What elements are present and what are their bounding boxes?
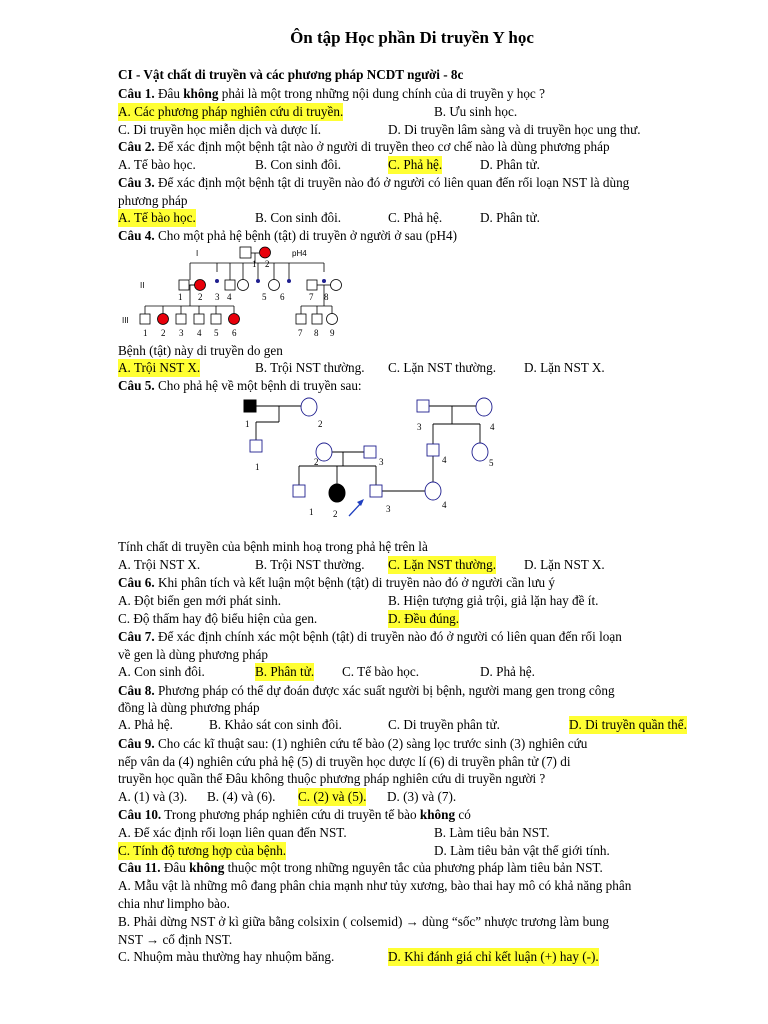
ind-num: 6 (280, 292, 285, 302)
ind-num: 9 (330, 328, 335, 338)
gen-label: III (122, 316, 129, 325)
q7-option-c: C. Tế bào học. (342, 664, 420, 679)
ped-female (301, 398, 317, 416)
gen-label: II (140, 281, 145, 290)
q9-option-a: A. (1) và (3). (118, 789, 188, 804)
ind-num: 1 (309, 507, 314, 517)
question-11 (118, 859, 603, 877)
q6-option-b: B. Hiện tượng giả trội, giả lặn hay đề ít. (388, 593, 599, 608)
q5-option-c: C. Lặn NST thường. (388, 557, 497, 572)
ind-num: 3 (417, 422, 422, 432)
ind-num: 8 (324, 292, 329, 302)
q4-option-c: C. Lặn NST thường. (388, 360, 497, 375)
ped-male (427, 444, 439, 456)
ped-carrier (287, 279, 291, 283)
ped-female (476, 398, 492, 416)
ped-carrier (215, 279, 219, 283)
q5-option-d: D. Lặn NST X. (524, 557, 605, 572)
q8-option-a: A. Phả hệ. (118, 717, 173, 732)
ped-male (312, 314, 322, 324)
ind-num: 4 (442, 500, 447, 510)
ped-female (269, 280, 280, 291)
pedigree-q5 (236, 392, 506, 524)
q11-option-a: A. Mẫu vật là những mô đang phân chia mạnh như tủy xương, bào thai hay mô có khả năng phân (118, 878, 632, 893)
q1-option-a: A. Các phương pháp nghiên cứu di truyền. (118, 104, 344, 119)
ped-male (140, 314, 150, 324)
question-4 (118, 227, 457, 245)
ind-num: 1 (143, 328, 148, 338)
question-text: Đâu (157, 86, 180, 101)
ind-num: 7 (298, 328, 303, 338)
question-keyword: không (419, 807, 456, 822)
q10-option-d: D. Làm tiêu bản vật thể giới tính. (434, 843, 610, 858)
q1-option-d: D. Di truyền lâm sàng và di truyền học ung thư. (388, 122, 641, 137)
q8-option-c: C. Di truyền phân tử. (388, 717, 500, 732)
ind-num: 5 (262, 292, 267, 302)
q11-option-d: D. Khi đánh giá chỉ kết luận (+) hay (-). (388, 949, 599, 964)
q6-option-d: D. Đều đúng. (388, 611, 460, 626)
ped-female-affected (229, 314, 240, 325)
ped-male (417, 400, 429, 412)
question-text: phải là một trong những nội dung chính của di truyền y học ? (221, 86, 545, 101)
ind-num: 4 (197, 328, 202, 338)
question-2 (118, 138, 610, 156)
q10-option-b: B. Làm tiêu bản NST. (434, 825, 550, 840)
ind-num: 3 (215, 292, 220, 302)
q4-option-b: B. Trội NST thường. (255, 360, 365, 375)
ped-male (293, 485, 305, 497)
ped-male (307, 280, 317, 290)
question-number: Câu 8. (118, 683, 155, 698)
q9-option-d: D. (3) và (7). (387, 789, 457, 804)
ped-male (211, 314, 221, 324)
ped-carrier (256, 279, 260, 283)
gen-label: I (196, 249, 199, 258)
ind-num: 2 (161, 328, 166, 338)
q7-option-a: A. Con sinh đôi. (118, 664, 205, 679)
ped-male (176, 314, 186, 324)
ind-num: 5 (489, 458, 494, 468)
question-1 (118, 85, 545, 103)
question-number: Câu 9. (118, 736, 155, 751)
q7-option-d: D. Phả hệ. (480, 664, 535, 679)
ind-num: 4 (442, 455, 447, 465)
question-number: Câu 1. (118, 86, 155, 101)
question-7 (118, 628, 622, 646)
q11-option-b: B. Phải dừng NST ở kì giữa bằng colsixin ( colsemid) → dùng “sốc” nhược trương làm bung (118, 914, 609, 929)
question-text: có (458, 807, 471, 822)
ind-num: 3 (379, 457, 384, 467)
q6-option-a: A. Đột biến gen mới phát sinh. (118, 593, 282, 608)
question-number: Câu 4. (118, 228, 155, 243)
ind-num: 5 (214, 328, 219, 338)
proband-arrow (349, 499, 364, 516)
question-8-cont: đồng là dùng phương pháp (118, 700, 260, 715)
q11-option-a-cont: chia như limpho bào. (118, 896, 230, 911)
q4-option-d: D. Lặn NST X. (524, 360, 605, 375)
question-3-cont: phương pháp (118, 193, 188, 208)
ped-male (179, 280, 189, 290)
ped-male (296, 314, 306, 324)
ped-female (327, 314, 338, 325)
ind-num: 3 (179, 328, 184, 338)
ind-num: 1 (178, 292, 183, 302)
ped-female (425, 482, 441, 500)
ind-num: 6 (232, 328, 237, 338)
ind-num: 4 (227, 292, 232, 302)
ped-male (250, 440, 262, 452)
q10-option-c: C. Tính độ tương hợp của bệnh. (118, 843, 287, 858)
question-8 (118, 682, 615, 700)
q2-option-c: C. Phả hệ. (388, 157, 443, 172)
question-9 (118, 735, 587, 753)
ped-female (322, 279, 326, 283)
ped-female (472, 443, 488, 461)
q1-option-c: C. Di truyền học miễn dịch và dược lí. (118, 122, 322, 137)
ind-num: 4 (490, 422, 495, 432)
ind-num: 2 (333, 509, 338, 519)
question-7-cont: về gen là dùng phương pháp (118, 647, 268, 662)
q9-option-c: C. (2) và (5). (298, 789, 367, 804)
q1-option-b: B. Ưu sinh học. (434, 104, 518, 119)
question-text: Trong phương pháp nghiên cứu di truyền tế bào (164, 807, 417, 822)
ind-num: 1 (252, 259, 257, 269)
question-3 (118, 174, 629, 192)
question-text: Khi phân tích và kết luận một bệnh (tật) di truyền nào đó ở người cần lưu ý (157, 575, 555, 590)
question-number: Câu 11. (118, 860, 161, 875)
q8-option-b: B. Khảo sát con sinh đôi. (209, 717, 342, 732)
question-9-cont2: truyền học quần thể Đâu không thuộc phương pháp nghiên cứu di truyền người ? (118, 771, 546, 786)
question-text: Cho phả hệ về một bệnh di truyền sau: (157, 378, 362, 393)
question-text: Để xác định một bệnh tật di truyền nào đó ở người có liên quan đến rối loạn NST là dùng (157, 175, 630, 190)
pedigree-ph4 (118, 244, 348, 344)
q5-option-a: A. Trội NST X. (118, 557, 201, 572)
ped-male (194, 314, 204, 324)
ind-num: 1 (245, 419, 250, 429)
ind-num: 7 (309, 292, 314, 302)
q2-option-b: B. Con sinh đôi. (255, 157, 342, 172)
question-keyword: không (189, 860, 225, 875)
q11-option-c: C. Nhuộm màu thường hay nhuộm băng. (118, 949, 335, 964)
ped-female-affected (158, 314, 169, 325)
ped-male (370, 485, 382, 497)
q7-option-b: B. Phân tử. (255, 664, 315, 679)
question-number: Câu 7. (118, 629, 155, 644)
ind-num: 1 (255, 462, 260, 472)
ind-num: 8 (314, 328, 319, 338)
q5-option-b: B. Trội NST thường. (255, 557, 365, 572)
ped-male (225, 280, 235, 290)
q9-option-b: B. (4) và (6). (207, 789, 276, 804)
question-text: Để xác định chính xác một bệnh (tật) di truyền nào đó ở người có liên quan đến rối loạn (157, 629, 622, 644)
ind-num: 2 (198, 292, 203, 302)
question-text: Cho các kĩ thuật sau: (1) nghiên cứu tế bào (2) sàng lọc trước sinh (3) nghiên cứu (157, 736, 588, 751)
question-number: Câu 6. (118, 575, 155, 590)
ped-female (331, 280, 342, 291)
q6-option-c: C. Độ thấm hay độ biểu hiện của gen. (118, 611, 318, 626)
ped-female-affected (329, 484, 345, 502)
question-keyword: không (183, 86, 219, 101)
q8-option-d: D. Di truyền quần thể. (569, 717, 687, 732)
question-text: Cho một phả hệ bệnh (tật) di truyền ở người ở sau (pH4) (157, 228, 458, 243)
question-number: Câu 3. (118, 175, 155, 190)
ped-male (240, 247, 251, 258)
ind-num: 2 (314, 457, 319, 467)
pedigree-label: pH4 (292, 249, 307, 258)
question-text: Đâu (163, 860, 186, 875)
question-text: Để xác định một bệnh tật nào ở người di truyền theo cơ chế nào là dùng phương pháp (157, 139, 610, 154)
ind-num: 2 (318, 419, 323, 429)
q2-option-d: D. Phân tử. (480, 157, 540, 172)
q10-option-a: A. Để xác định rối loạn liên quan đến NST. (118, 825, 347, 840)
ped-female (238, 280, 249, 291)
ind-num: 3 (386, 504, 391, 514)
ped-female-affected (195, 280, 206, 291)
q3-option-d: D. Phân tử. (480, 210, 540, 225)
question-text: Phương pháp có thể dự đoán được xác suất người bị bệnh, người mang gen trong công (157, 683, 615, 698)
q3-option-c: C. Phả hệ. (388, 210, 443, 225)
q3-option-b: B. Con sinh đôi. (255, 210, 342, 225)
section-heading: CI - Vật chất di truyền và các phương pháp NCDT người - 8c (118, 67, 464, 82)
ped-male-affected (244, 400, 256, 412)
question-6 (118, 574, 555, 592)
ped-male (364, 446, 376, 458)
q2-option-a: A. Tế bào học. (118, 157, 196, 172)
ped-female-affected (260, 247, 271, 258)
question-9-cont: nếp vân da (4) nghiên cứu phả hệ (5) di truyền học dược lí (6) di truyền phân tử (7) di (118, 754, 571, 769)
q4-after: Bệnh (tật) này di truyền do gen (118, 343, 283, 358)
page-title: Ôn tập Học phần Di truyền Y học (290, 28, 534, 47)
question-number: Câu 2. (118, 139, 155, 154)
q3-option-a: A. Tế bào học. (118, 210, 196, 225)
question-10 (118, 806, 471, 824)
question-number: Câu 10. (118, 807, 162, 822)
ind-num: 2 (265, 259, 270, 269)
question-number: Câu 5. (118, 378, 155, 393)
q5-after: Tính chất di truyền của bệnh minh hoạ trong phả hệ trên là (118, 539, 428, 554)
q4-option-a: A. Trội NST X. (118, 360, 201, 375)
q11-option-b-cont: NST → cố định NST. (118, 932, 233, 947)
question-text: thuộc một trong những nguyên tắc của phương pháp làm tiêu bản NST. (227, 860, 603, 875)
